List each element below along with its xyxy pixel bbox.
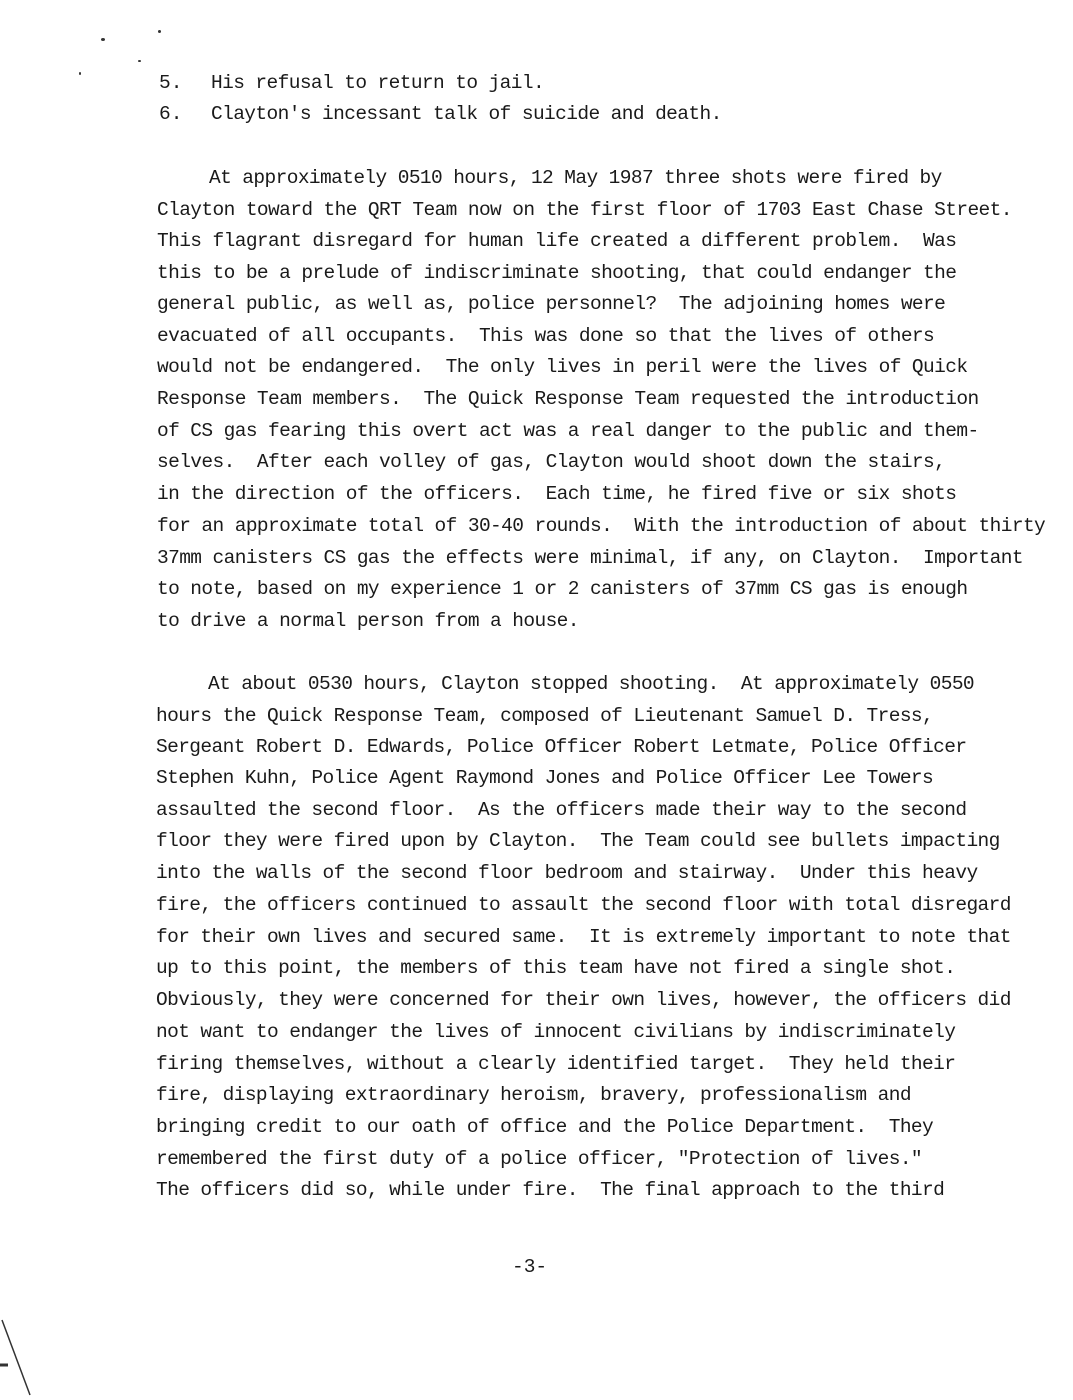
paragraph-line: for their own lives and secured same. It is extremely important to note that: [156, 926, 1011, 948]
paragraph-line: fire, the officers continued to assault the second floor with total disregard: [156, 894, 1011, 916]
paragraph-line: bringing credit to our oath of office and the Police Department. They: [156, 1116, 934, 1138]
paragraph-line: to note, based on my experience 1 or 2 canisters of 37mm CS gas is enough: [157, 578, 968, 600]
paragraph-line: selves. After each volley of gas, Clayton would shoot down the stairs,: [157, 451, 946, 473]
paragraph-line: This flagrant disregard for human life created a different problem. Was: [157, 230, 957, 252]
paragraph-line: At approximately 0510 hours, 12 May 1987 three shots were fired by: [209, 167, 942, 189]
paragraph-line: into the walls of the second floor bedroom and stairway. Under this heavy: [156, 862, 978, 884]
paragraph-line: Sergeant Robert D. Edwards, Police Officer Robert Letmate, Police Officer: [156, 736, 967, 758]
paragraph-line: fire, displaying extraordinary heroism, bravery, professionalism and: [156, 1084, 911, 1106]
scan-speck: [158, 30, 161, 33]
paragraph-line: general public, as well as, police personnel? The adjoining homes were: [157, 293, 946, 315]
paragraph-line: would not be endangered. The only lives in peril were the lives of Quick: [157, 356, 968, 378]
paragraph-line: to drive a normal person from a house.: [157, 610, 579, 632]
page-number: -3-: [512, 1256, 548, 1278]
scan-speck: [101, 38, 105, 41]
paragraph-line: this to be a prelude of indiscriminate shooting, that could endanger the: [157, 262, 957, 284]
list-item-text: His refusal to return to jail.: [211, 72, 545, 94]
paragraph-line: assaulted the second floor. As the officers made their way to the second: [156, 799, 967, 821]
paragraph-line: evacuated of all occupants. This was done so that the lives of others: [157, 325, 935, 347]
paragraph-line: 37mm canisters CS gas the effects were minimal, if any, on Clayton. Important: [157, 547, 1023, 569]
list-number: 5.: [159, 72, 183, 94]
scan-edge-mark: [0, 1300, 40, 1400]
scan-speck: [138, 60, 141, 62]
paragraph-line: not want to endanger the lives of innocent civilians by indiscriminately: [156, 1021, 956, 1043]
paragraph-line: Obviously, they were concerned for their own lives, however, the officers did: [156, 989, 1011, 1011]
paragraph-line: of CS gas fearing this overt act was a real danger to the public and them-: [157, 420, 979, 442]
list-number: 6.: [159, 103, 183, 125]
paragraph-line: Clayton toward the QRT Team now on the first floor of 1703 East Chase Street.: [157, 199, 1012, 221]
paragraph-line: At about 0530 hours, Clayton stopped shooting. At approximately 0550: [208, 673, 975, 695]
paragraph-line: Stephen Kuhn, Police Agent Raymond Jones and Police Officer Lee Towers: [156, 767, 934, 789]
paragraph-line: remembered the first duty of a police officer, "Protection of lives.": [156, 1148, 923, 1170]
paragraph-line: in the direction of the officers. Each time, he fired five or six shots: [157, 483, 957, 505]
paragraph-line: for an approximate total of 30-40 rounds. With the introduction of about thirty: [157, 515, 1046, 537]
paragraph-line: hours the Quick Response Team, composed of Lieutenant Samuel D. Tress,: [156, 705, 934, 727]
paragraph-line: firing themselves, without a clearly identified target. They held their: [156, 1053, 956, 1075]
paragraph-line: Response Team members. The Quick Response Team requested the introduction: [157, 388, 979, 410]
paragraph-line: floor they were fired upon by Clayton. The Team could see bullets impacting: [156, 830, 1000, 852]
paragraph-line: The officers did so, while under fire. The final approach to the third: [156, 1179, 945, 1201]
paragraph-line: up to this point, the members of this team have not fired a single shot.: [156, 957, 956, 979]
scan-speck: [79, 72, 81, 75]
list-item-text: Clayton's incessant talk of suicide and death.: [211, 103, 722, 125]
